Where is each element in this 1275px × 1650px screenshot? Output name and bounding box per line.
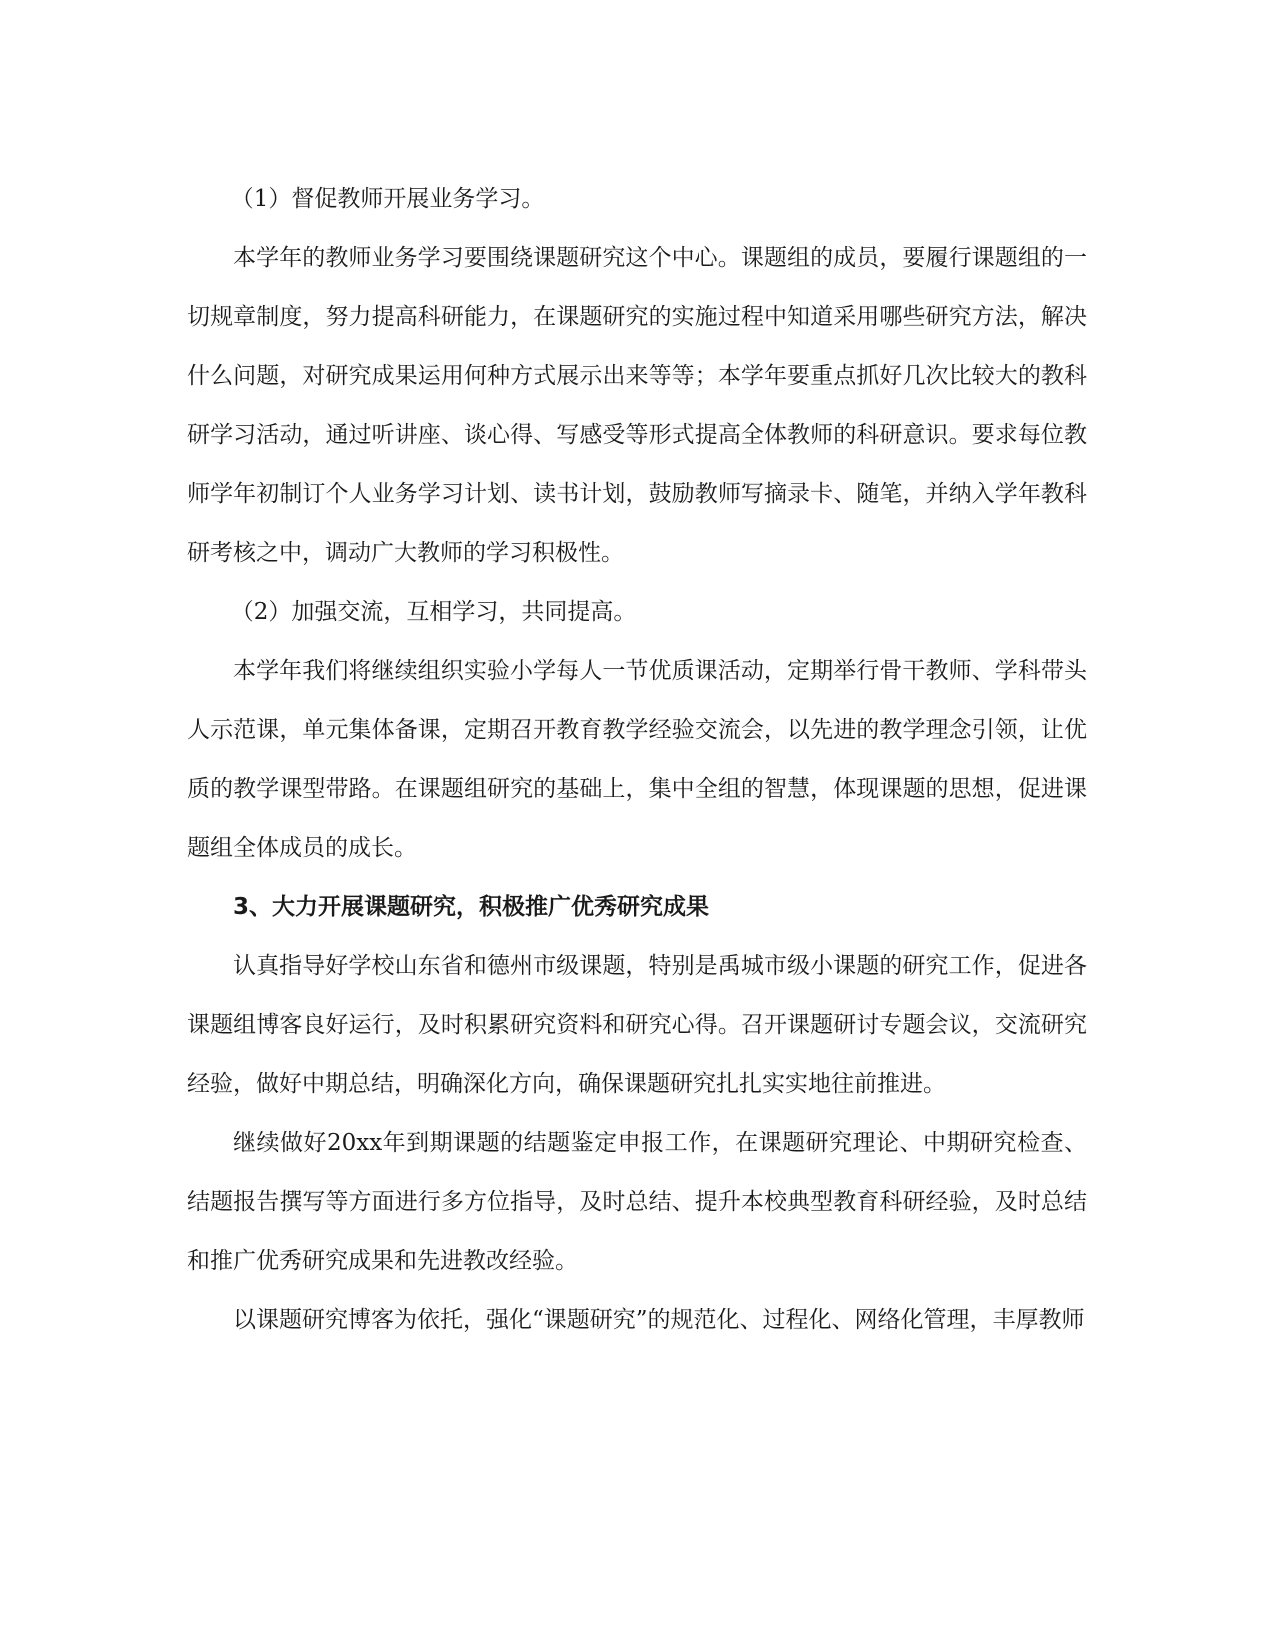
sub-item-2: （2）加强交流，互相学习，共同提高。	[230, 599, 637, 625]
paragraph-blog: 以课题研究博客为依托，强化“课题研究”的规范化、过程化、网络化管理，丰厚教师	[233, 1307, 1085, 1333]
document-body	[187, 170, 1087, 1350]
paragraph-guidance: 认真指导好学校山东省和德州市级课题，特别是禹城市级小课题的研究工作，促进各课题组博客良好运行，及时积累研究资料和研究心得。召开课题研讨专题会议，交流研究经验，做好中期总结，明确深化方向，确保课题研究扎扎实实地往前推进。	[187, 953, 1087, 1097]
paragraph-conclusion: 继续做好20xx年到期课题的结题鉴定申报工作，在课题研究理论、中期研究检查、结题报告撰写等方面进行多方位指导，及时总结、提升本校典型教育科研经验，及时总结和推广优秀研究成果和先进教改经验。	[187, 1130, 1087, 1274]
paragraph-exchange: 本学年我们将继续组织实验小学每人一节优质课活动，定期举行骨干教师、学科带头人示范课，单元集体备课，定期召开教育教学经验交流会，以先进的教学理念引领，让优质的教学课型带路。在课题组研究的基础上，集中全组的智慧，体现课题的思想，促进课题组全体成员的成长。	[187, 658, 1087, 861]
section-heading-3: 3、大力开展课题研究，积极推广优秀研究成果	[233, 894, 710, 920]
paragraph-study: 本学年的教师业务学习要围绕课题研究这个中心。课题组的成员，要履行课题组的一切规章制度，努力提高科研能力，在课题研究的实施过程中知道采用哪些研究方法，解决什么问题，对研究成果运用何种方式展示出来等等；本学年要重点抓好几次比较大的教科研学习活动，通过听讲座、谈心得、写感受等形式提高全体教师的科研意识。要求每位教师学年初制订个人业务学习计划、读书计划，鼓励教师写摘录卡、随笔，并纳入学年教科研考核之中，调动广大教师的学习积极性。	[187, 245, 1087, 566]
sub-item-1: （1）督促教师开展业务学习。	[230, 186, 545, 212]
